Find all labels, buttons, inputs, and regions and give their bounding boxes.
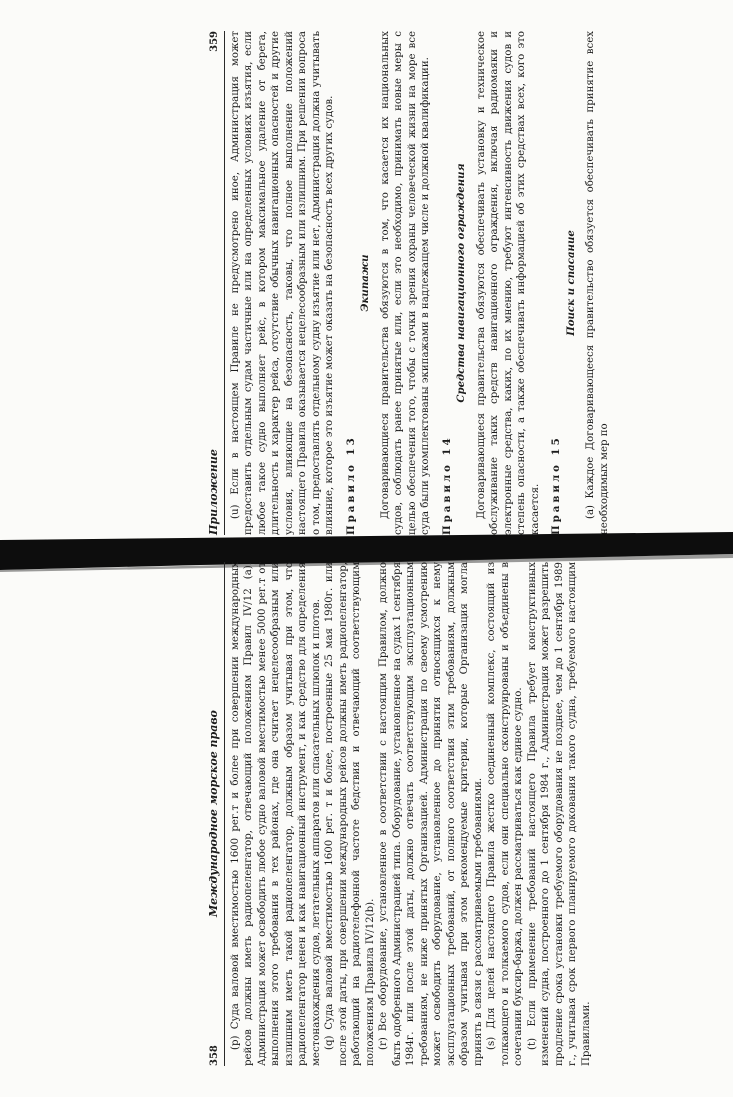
page-358	[207, 544, 592, 1084]
paragraph-t: (t) Если применение требований настоящего Правила требует конструктивных изменений судна, построенного до 1 сентября 1984 г., Администрация может разрешить продление срока установки требуемого оборудования не позднее, чем до 1 сентября 1989 г., учитывая срок первого планируемого докования такого судна, требуемого настоящим Правилами.	[526, 562, 592, 1066]
paragraph-r: (r) Все оборудование, установленное в соответствии с настоящим Правилом, должно быть одобренного Администрацией типа. Оборудование, установленное на судах 1 сентября 1984г. или после этой даты, должно отвечать соответствующим эксплуатационным требованиям, не ниже принятых Организацией. Администрация по своему усмотрению может освободить оборудование, установленное до принятия относящихся к нему эксплуатационных требований, от полного соответствия этим требованиям, должным образом учитывая при этом рекомендуемые критерии, которые Организация могла принять в связи с рассматриваемыми требованиями.	[378, 562, 484, 1066]
running-head-title: Международное морское право	[207, 710, 220, 918]
running-head	[207, 31, 225, 535]
rule-13-title: Правило 13	[344, 435, 357, 535]
rule-15-subtitle: Поиск и спасание	[564, 230, 577, 336]
running-head	[207, 562, 225, 1066]
rule-15-text: (а) Каждое Договаривающееся правительство обязуется обеспечивать принятие всех необходимых мер по	[585, 31, 610, 535]
rule-14-title: Правило 14	[440, 435, 453, 535]
rule-13-text: Договаривающиеся правительства обязуются в том, что касается их национальных судов, соблюдать ранее принятые или, если это необходимо, принимать новые меры с целью обеспечения того, чтобы с точки зрения охраны человеческой жизни на море все суда были укомплектованы экипажами в надлежащем числе и должной квалификации.	[379, 31, 431, 535]
paragraph-p: (р) Суда валовой вместимостью 1600 рег.т и более при совершении международных рейсов должны иметь радиопеленгатор, отвечающий положениям Правил IV/12 (а). Администрация может освободить любое судно валовой вместимостью менее 5000 рег.т от выполнения этого требования в тех районах, где она считает нецелесообразным или излишним иметь такой радиопеленгатор, должным образом учитывая при этом, что радиопеленгатор ценен и как навигационный инструмент, и как средство для определения местонахождения судов, летательных аппаратов или спасательных шлюпок и плотов.	[229, 562, 322, 1066]
page-number: 359	[209, 31, 220, 52]
rule-14-text: Договаривающиеся правительства обязуются обеспечивать установку и техническое обслуживание таких средств навигационного ограждения, включая радиомаяки и электронные средства, каких, по их мнению, требуют интенсивность движения судов и степень опасности, а также обеспечивать информацией об этих средствах всех, кого это касается.	[475, 31, 541, 535]
paragraph-s: (s) Для целей настоящего Правила жестко соединенный комплекс, состоящий из толкающего и толкаемого судов, если они специально сконструированы и объединены в сочетании буксир-баржа, должен рассматриваться как единое судно.	[486, 562, 524, 1066]
page-359	[207, 13, 610, 553]
rule-13-subtitle: Экипажи	[359, 254, 371, 312]
paragraph-q: (q) Суда валовой вместимостью 1600 рег. т и более, построенные 25 мая 1980г. или после этой даты, при совершении международных рейсов должны иметь радиопеленгатор, работающий на радиотелефонной частоте бедствия и отвечающий соответствующим положениям Правила IV/12(b).	[324, 562, 376, 1066]
page-number: 358	[209, 1045, 220, 1066]
rule-14-subtitle: Средства навигационного ограждения	[455, 163, 467, 403]
paragraph-u: (u) Если в настоящем Правиле не предусмотрено иное, Администрация может предоставить отдельным судам частичные или на определенных условиях изъятия, если любое такое судно выполняет рейс, в котором максимальное удаление от берега, длительность и характер рейса, отсутствие обычных навигационных опасностей и другие условия, влияющие на безопасность, таковы, что полное выполнение положений настоящего Правила оказывается нецелесообразным или излишним. При решении вопроса о том, предоставлять отдельному судну изъятие или нет, Администрация должна учитывать влияние, которое это изъятие может оказать на безопасность всех других судов.	[229, 31, 335, 535]
running-head-title: Приложение	[207, 449, 220, 535]
rule-15-title: Правило 15	[550, 435, 562, 535]
